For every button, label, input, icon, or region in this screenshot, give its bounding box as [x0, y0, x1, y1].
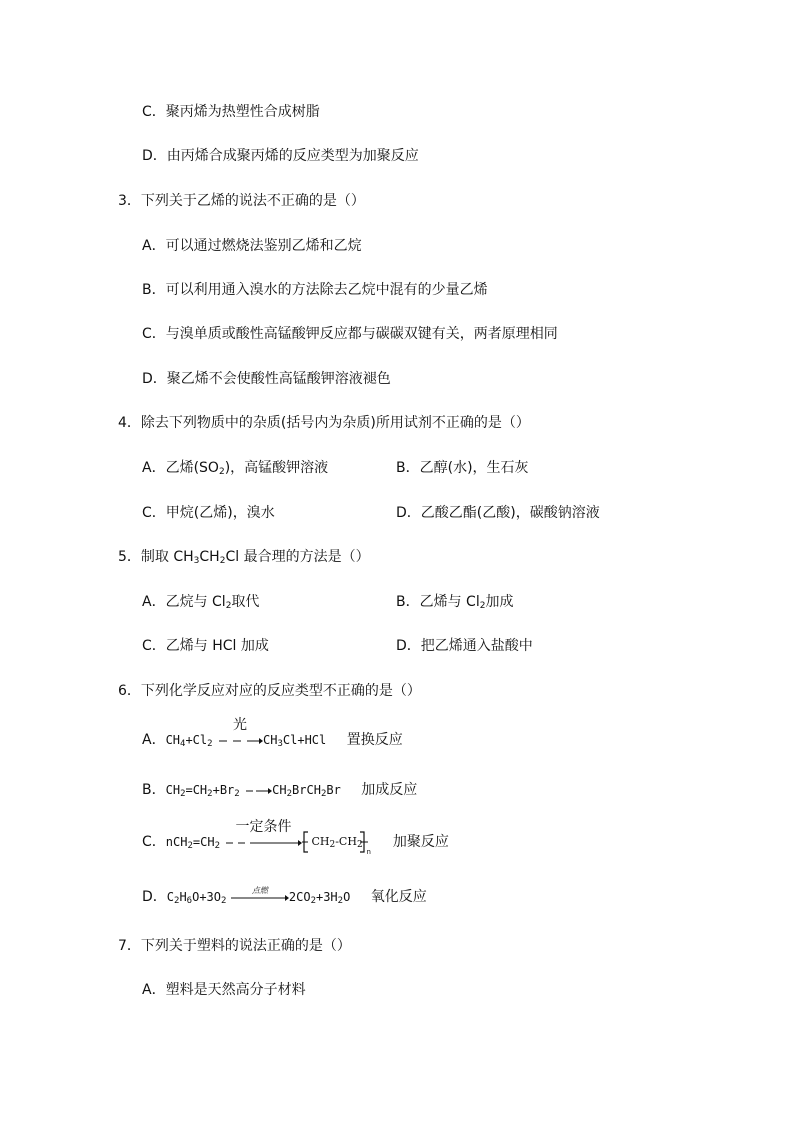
q3-option-a: A．可以通过燃烧法鉴别乙烯和乙烷: [142, 238, 362, 254]
q6-option-a: [142, 717, 403, 750]
question-7: 7．下列关于塑料的说法正确的是（）: [118, 938, 351, 954]
q6-option-c: [142, 819, 449, 856]
q6-option-d: [142, 887, 427, 907]
q6b-arrow: [244, 780, 272, 800]
q6c-reactants: $nCH_2=CH_2$: [165, 835, 220, 851]
q6d-reactants: $C_2H_6O+3O_2$: [166, 890, 227, 906]
q6b-products: $CH_2BrCH_2Br$: [272, 783, 341, 799]
q3-option-d: D．聚乙烯不会使酸性高锰酸钾溶液褪色: [142, 371, 391, 387]
q6d-label: D．: [142, 889, 167, 905]
q7-option-a: A．塑料是天然高分子材料: [142, 982, 306, 998]
q6d-type: 氧化反应: [370, 889, 427, 905]
q6c-label: C．: [142, 834, 166, 850]
q6a-type: 置换反应: [346, 732, 403, 748]
q6b-type: 加成反应: [361, 782, 418, 798]
q4-option-b: B．乙醇(水)，生石灰: [396, 460, 529, 476]
q6d-products: $2CO_2+3H_2O$: [288, 890, 351, 906]
q5-option-c: C．乙烯与 HCl 加成: [142, 638, 269, 654]
option-d-polypropylene: D．由丙烯合成聚丙烯的反应类型为加聚反应: [142, 148, 419, 164]
q5-option-a: A．乙烷与 $Cl_2$取代: [142, 594, 260, 611]
q4-option-a: A．乙烯$(SO_2)$，高锰酸钾溶液: [142, 460, 329, 477]
arrow-icon: [217, 730, 263, 750]
q6a-products: $CH_3Cl+HCl$: [263, 733, 327, 749]
q6c-poly-n: n: [366, 848, 371, 856]
q6b-reactants: $CH_2=CH_2+Br_2$: [165, 783, 240, 799]
q6-option-b: [142, 780, 417, 800]
q3-option-b: B．可以利用通入溴水的方法除去乙烷中混有的少量乙烯: [142, 282, 488, 298]
question-5: 5．制取 $CH_3CH_2Cl$ 最合理的方法是（）: [118, 549, 370, 566]
question-6: 6．下列化学反应对应的反应类型不正确的是（）: [118, 683, 421, 699]
q6d-condition: 点燃: [251, 886, 268, 895]
arrow-icon: [224, 832, 302, 852]
q6c-arrow: [224, 819, 302, 852]
q6a-arrow: [217, 717, 263, 750]
question-3: 3．下列关于乙烯的说法不正确的是（）: [118, 193, 365, 209]
q4-option-d: D．乙酸乙酯(乙酸)，碳酸钠溶液: [396, 505, 600, 521]
q4-option-c: C．甲烷(乙烯)，溴水: [142, 505, 275, 521]
q6b-label: B．: [142, 782, 166, 798]
question-4: 4．除去下列物质中的杂质(括号内为杂质)所用试剂不正确的是（）: [118, 415, 530, 431]
q6c-type: 加聚反应: [392, 834, 449, 850]
q5-option-d: D．把乙烯通入盐酸中: [396, 638, 533, 654]
q6a-condition: 光: [233, 717, 248, 733]
option-c-polypropylene: C．聚丙烯为热塑性合成树脂: [142, 104, 320, 120]
q3-option-c: C．与溴单质或酸性高锰酸钾反应都与碳碳双键有关，两者原理相同: [142, 326, 558, 342]
q5-option-b: B．乙烯与 $Cl_2$加成: [396, 594, 514, 611]
arrow-icon: [244, 780, 272, 800]
q6a-label: A．: [142, 732, 166, 748]
q6a-reactants: $CH_4+Cl_2$: [165, 733, 213, 749]
q6d-arrow: [231, 887, 289, 907]
q6c-polymer: $CH_2-CH_2$ n: [302, 830, 372, 854]
q6c-condition: 一定条件: [235, 819, 292, 835]
